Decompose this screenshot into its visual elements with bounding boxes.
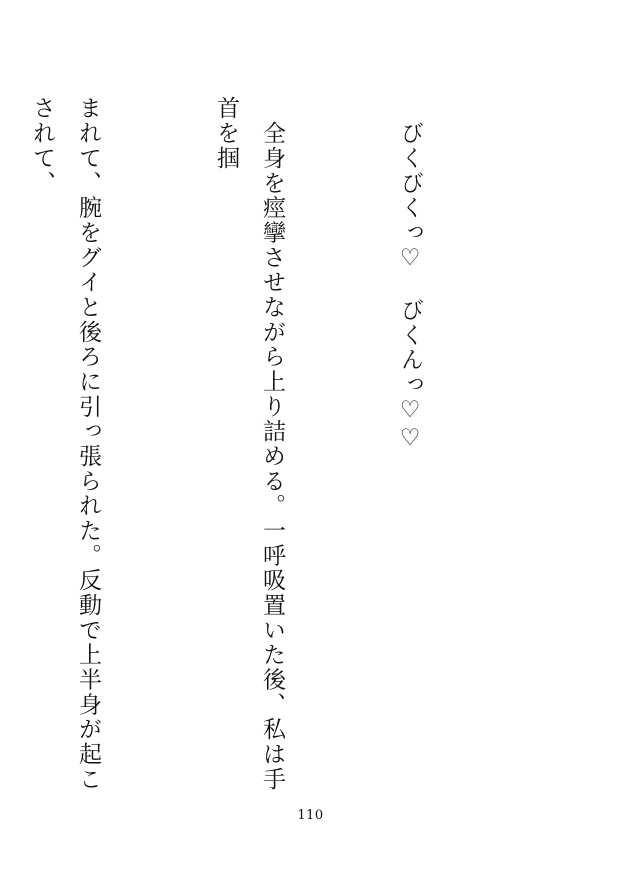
text-line-1: びくびくっ♡ びくんっ♡♡ [397, 96, 423, 453]
text-line-2: 全身を痙攣させながら上り詰める。一呼吸置いた後、私は手首を掴 [213, 96, 285, 792]
page-number: 110 [297, 808, 324, 823]
text-line-3: まれて、腕をグイと後ろに引っ張られた。反動で上半身が起こされて、 [29, 96, 101, 792]
vertical-body-text [0, 96, 525, 816]
